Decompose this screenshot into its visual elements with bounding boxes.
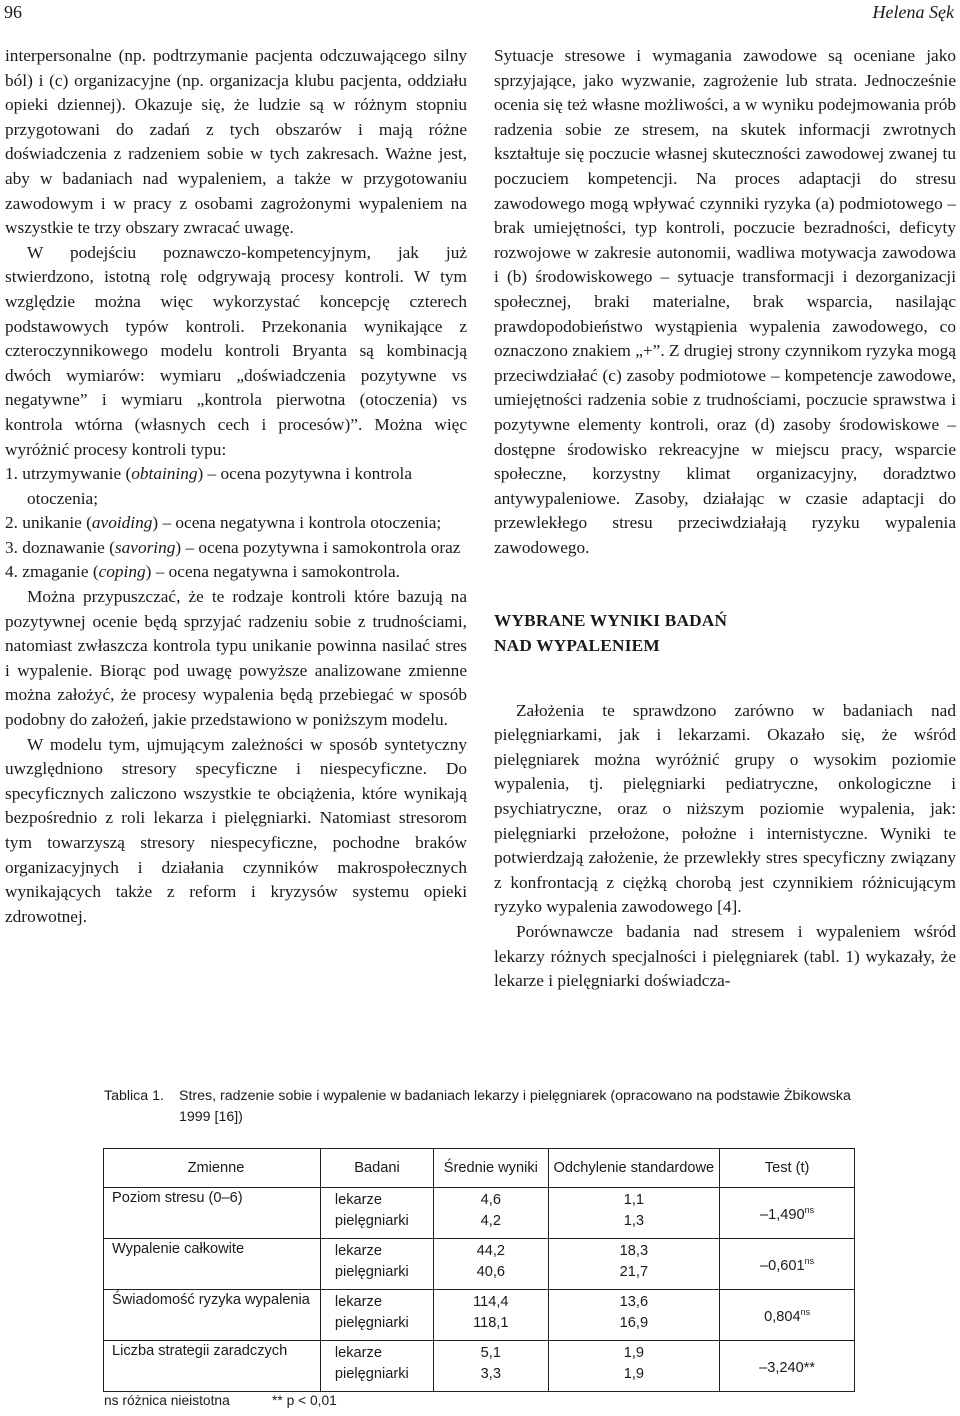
test-cell: –3,240** — [720, 1341, 855, 1392]
table-caption-label: Tablica 1. — [104, 1088, 164, 1104]
sd-cell: 18,3 21,7 — [548, 1239, 720, 1290]
table-row — [104, 1341, 855, 1392]
paragraph: Porównawcze badania nad stresem i wypaleniem wśród lekarzy różnych specjalności i pielęgniarek (tabl. 1) wykazały, że lekarze i pielęgniarki doświadcza- — [494, 922, 956, 991]
list-item: 4. zmaganie (coping) – ocena negatywna i samokontrola. — [5, 562, 400, 582]
page-header — [0, 0, 960, 32]
right-column — [494, 44, 956, 994]
paragraph: Założenia te sprawdzono zarówno w badaniach nad pielęgniarkami, jak i lekarzami. Okazało się, że wśród pielęgniarek można wyróżnić grupy o wysokim poziomie wypalenia, tj. pielęgniarki pediatryczne, onkologiczne i psychiatryczne, oraz o niższym poziomie wypalenia, jak: pielęgniarki przełożone, położne i internistyczne. Wyniki te potwierdzają założenie, że przewlekły stres specyficzny związany z konfrontacją z ciężką chorobą jest czynnikiem różnicującym ryzyko wypalenia zawodowego [4]. — [494, 700, 956, 917]
means-cell: 5,1 3,3 — [434, 1341, 548, 1392]
list-item: 2. unikanie (avoiding) – ocena negatywna i kontrola otoczenia; — [5, 513, 442, 533]
column-header: Badani — [320, 1149, 433, 1188]
test-cell: $-0,601^{ns}$ — [720, 1239, 855, 1290]
table-row — [104, 1290, 855, 1341]
paragraph: W podejściu poznawczo-kompetencyjnym, jak już stwierdzono, istotną rolę odgrywają procesy kontroli. W tym względzie można więc wykorzystać koncepcję czterech podstawowych typów kontroli. Przekonania wynikające z czteroczynnikowego modelu kontroli Bryanta są kombinacją dwóch wymiarów: wymiaru „doświadczenia pozytywne vs negatywne” i wymiaru „kontrola pierwotna (otoczenia) vs kontrola wtórna (własnych cech i procesów)”. Można więc wyróżnić procesy kontroli typu: — [5, 242, 467, 459]
column-header: Średnie wyniki — [434, 1149, 548, 1188]
section-heading: WYBRANE WYNIKI BADAŃ NAD WYPALENIEM — [494, 611, 728, 656]
list-item: 1. utrzymywanie (obtaining) – ocena pozytywna i kontrola otoczenia; — [5, 464, 412, 508]
column-header: Zmienne — [104, 1149, 321, 1188]
paragraph: Sytuacje stresowe i wymagania zawodowe są oceniane jako sprzyjające, jako wyzwanie, zagrożenie lub strata. Jednocześnie ocenia się też własne możliwości, a w wyniku podejmowania prób radzenia sobie ze stresem, na skutek informacji zwrotnych kształtuje się poczucie własnej skuteczności zawodowej zwanej tu poczuciem kompetencji. Na proces adaptacji do stresu zawodowego mogą wpływać czynniki ryzyka (a) podmiotowego – brak umiejętności, typ kontroli, poczucie bezradności, deficyty rozwojowe w zakresie autonomii, wadliwa motywacja zawodowa i (b) środowiskowego – sytuacje transformacji i dezorganizacji społecznej, braki materialne, brak wsparcia, nasilając prawdopodobieństwo wystąpienia wypalenia zawodowego, co oznaczono znakiem „+”. Z drugiej strony czynnikom ryzyka mogą przeciwdziałać (c) zasoby podmiotowe – kompetencje zawodowe, umiejętności radzenia sobie z trudnościami, poczucie sprawstwa i pozytywne elementy kontroli, oraz (d) zasoby środowiskowe – dostępne środowisko rekreacyjne w miejscu pracy, wsparcie społeczne, korzystny klimat organizacyjny, doradztwo antywypaleniowe. Zasoby, działając w czasie adaptacji do przewlekłego stresu przeciwdziałają ryzyku wypalenia zawodowego. — [494, 46, 956, 557]
test-cell: $-1,490^{ns}$ — [720, 1188, 855, 1239]
table-header-row — [104, 1149, 855, 1188]
paragraph: W modelu tym, ujmującym zależności w sposób syntetyczny uwzględniono stresory specyficzne i niespecyficzne. Do specyficznych zaliczono wszystkie te obciążenia, które wynikają bezpośrednio z roli lekarza i pielęgniarki. Natomiast stresorom tym towarzyszą stresory niespecyficzne, pochodne braków organizacyjnych i działania czynników makrospołecznych wynikających także z reform i kryzysów systemu opieki zdrowotnej. — [5, 734, 467, 926]
groups-cell: lekarze pielęgniarki — [320, 1341, 433, 1392]
sd-cell: 1,1 1,3 — [548, 1188, 720, 1239]
groups-cell: lekarze pielęgniarki — [320, 1188, 433, 1239]
means-cell: 4,6 4,2 — [434, 1188, 548, 1239]
sd-cell: 1,9 1,9 — [548, 1341, 720, 1392]
sd-cell: 13,6 16,9 — [548, 1290, 720, 1341]
left-column — [5, 44, 467, 929]
column-header: Test (t) — [720, 1149, 855, 1188]
table-footnote — [104, 1393, 504, 1408]
variable-cell: Liczba strategii zaradczych — [104, 1341, 321, 1392]
groups-cell: lekarze pielęgniarki — [320, 1239, 433, 1290]
means-cell: 114,4 118,1 — [434, 1290, 548, 1341]
paragraph: interpersonalne (np. podtrzymanie pacjenta odczuwającego silny ból) i (c) organizacyjne (np. organizacja klubu pacjenta, oddziału opieki dziennej). Okazuje się, że ludzie są w różnym stopniu przygotowani do zadań z tych obszarów i mają różne doświadczenia z radzeniem sobie w tych zakresach. Ważne jest, aby w badaniach nad wypaleniem, a także w przygotowaniu zawodowym i w pracy z osobami zagrożonymi wypaleniem na wszystkie te trzy obszary zwracać uwagę. — [5, 46, 467, 238]
variable-cell: Świadomość ryzyka wypalenia — [104, 1290, 321, 1341]
footnote-ns: ns różnica nieistotna — [104, 1393, 230, 1408]
test-cell: $0,804^{ns}$ — [720, 1290, 855, 1341]
groups-cell: lekarze pielęgniarki — [320, 1290, 433, 1341]
table-caption-text: Stres, radzenie sobie i wypalenie w badaniach lekarzy i pielęgniarek (opracowano na podstawie Żbikowska 1999 [16]) — [179, 1088, 851, 1125]
list-item: 3. doznawanie (savoring) – ocena pozytywna i samokontrola oraz — [5, 537, 461, 557]
page-number: 96 — [4, 2, 22, 22]
paragraph: Można przypuszczać, że te rodzaje kontroli które bazują na pozytywnej ocenie będą sprzyjać radzeniu sobie z trudnościami, natomiast zwłaszcza kontrola typu unikanie powinna nasilać stres i wypalenie. Biorąc pod uwagę powyższe analizowane zmienne można założyć, że procesy wypalenia będą przebiegać w sposób podobny do założeń, jakie przedstawiono w poniższym modelu. — [5, 587, 467, 730]
variable-cell: Wypalenie całkowite — [104, 1239, 321, 1290]
table-row — [104, 1188, 855, 1239]
variable-cell: Poziom stresu (0–6) — [104, 1188, 321, 1239]
means-cell: 44,2 40,6 — [434, 1239, 548, 1290]
results-table — [103, 1148, 855, 1392]
footnote-significance: ** p < 0,01 — [272, 1393, 337, 1408]
control-types-list — [5, 462, 467, 585]
running-head-author: Helena Sęk — [872, 2, 954, 22]
table-row — [104, 1239, 855, 1290]
column-header: Odchylenie standardowe — [548, 1149, 720, 1188]
